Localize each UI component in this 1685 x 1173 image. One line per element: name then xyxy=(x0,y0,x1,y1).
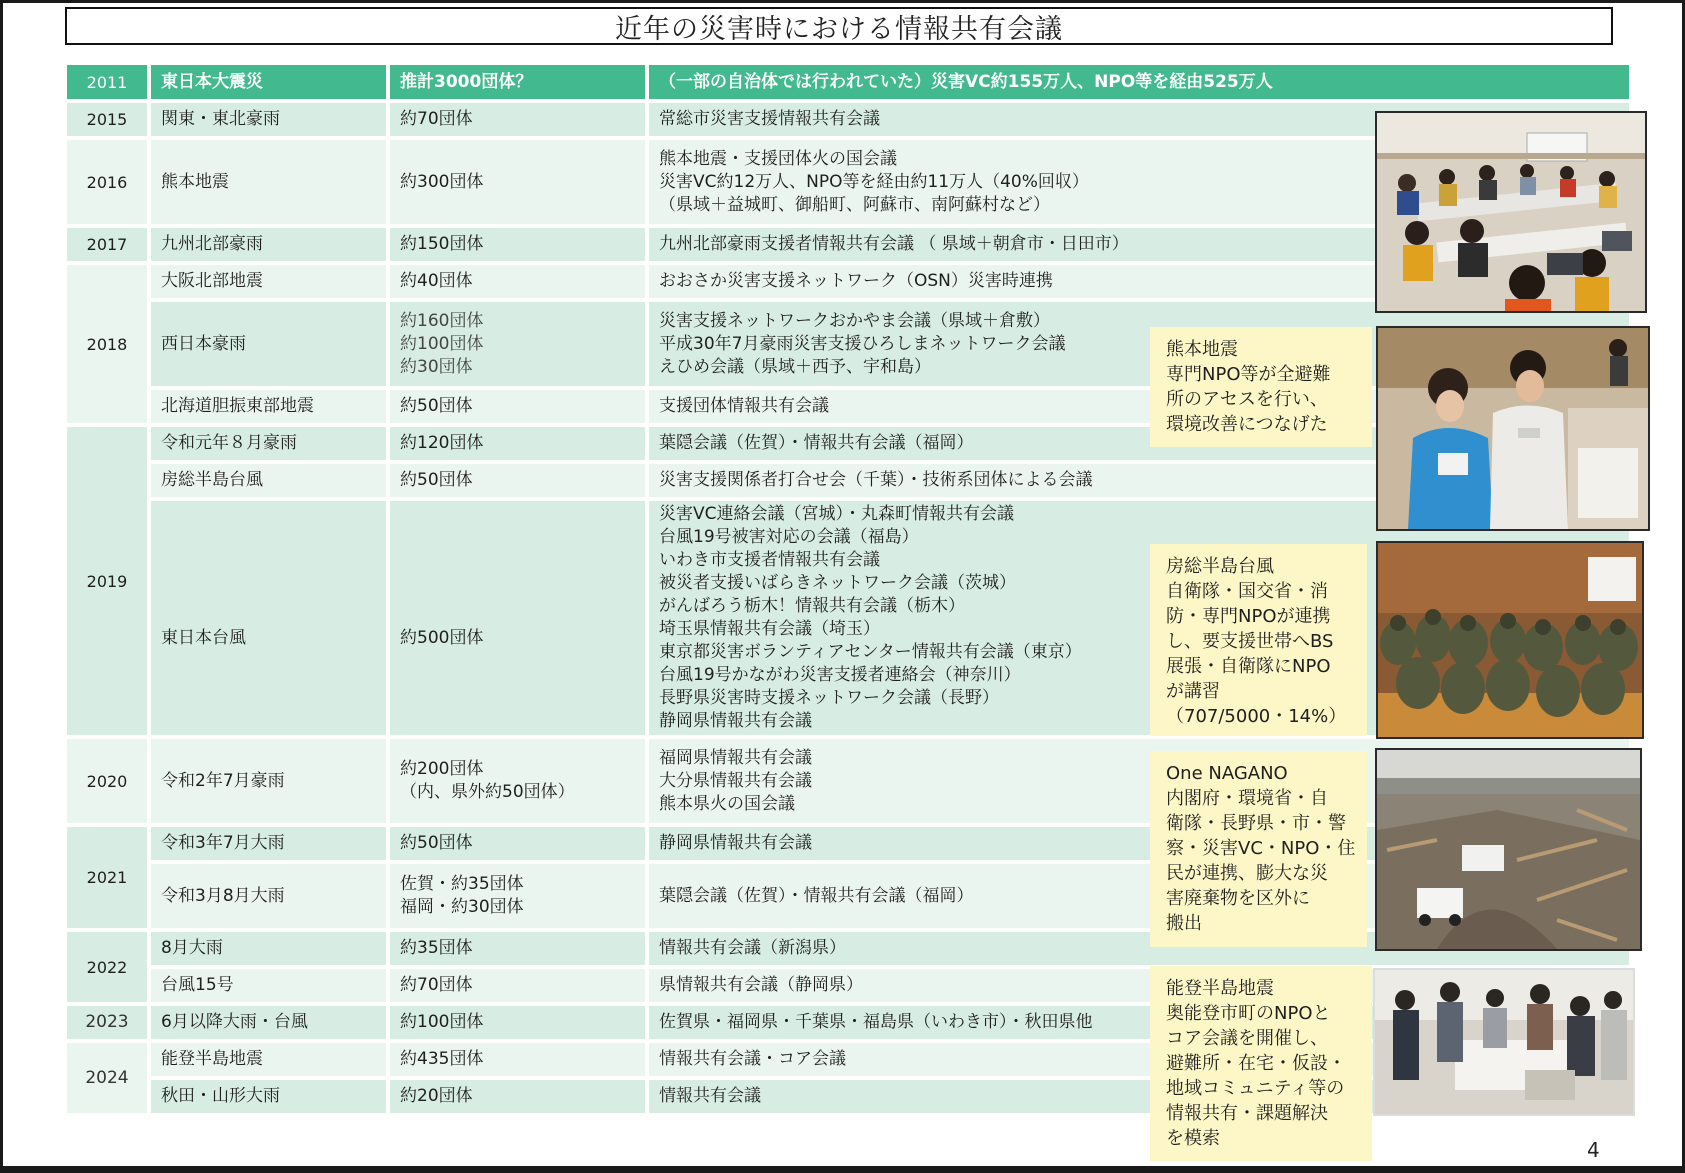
disaster-cell: 6月以降大雨・台風 xyxy=(151,1006,386,1039)
note-line: が講習 xyxy=(1166,681,1220,702)
note-line: 房総半島台風 xyxy=(1166,556,1274,577)
groups-cell: 約70団体 xyxy=(390,969,645,1002)
disaster-cell: 8月大雨 xyxy=(151,932,386,965)
year-cell: 2016 xyxy=(67,140,147,224)
disaster-cell: 九州北部豪雨 xyxy=(151,228,386,261)
nagano-note xyxy=(1150,751,1367,947)
note-line: 展張・自衛隊にNPO xyxy=(1166,656,1331,677)
meetings-cell: 佐賀県・福岡県・千葉県・福島県（いわき市）・秋田県他 xyxy=(649,1006,1629,1039)
meeting-line: 災害VC連絡会議（宮城）・丸森町情報共有会議 xyxy=(659,504,1014,524)
volunteers-photo xyxy=(1376,326,1650,531)
meeting-line: 熊本県火の国会議 xyxy=(659,793,795,814)
disaster-cell: 令和3年7月大雨 xyxy=(151,827,386,860)
meeting-line: 静岡県情報共有会議 xyxy=(659,711,812,731)
meeting-line: 埼玉県情報共有会議（埼玉） xyxy=(659,619,880,639)
groups-line: 約100団体 xyxy=(400,333,484,354)
meeting-line: 台風19号かながわ災害支援者連絡会（神奈川） xyxy=(659,665,1021,685)
note-line: （707/5000・14%） xyxy=(1166,706,1347,727)
meetings-cell: （一部の自治体では行われていた）災害VC約155万人、NPO等を経由525万人 xyxy=(649,65,1629,99)
slide-title: 近年の災害時における情報共有会議 xyxy=(65,7,1613,45)
self-defense-force-photo xyxy=(1376,541,1644,739)
boso-note xyxy=(1150,544,1367,736)
disaster-cell: 令和3月8月大雨 xyxy=(151,864,386,928)
note-line: 所のアセスを行い、 xyxy=(1166,389,1328,410)
meeting-line: 台風19号被害対応の会議（福島） xyxy=(659,527,919,547)
meeting-line: がんばろう栃木！情報共有会議（栃木） xyxy=(659,596,965,616)
meeting-line: 災害VC約12万人、NPO等を経由約11万人（40%回収） xyxy=(659,171,1089,192)
meeting-line: 被災者支援いばらきネットワーク会議（茨城） xyxy=(659,573,1016,593)
groups-cell xyxy=(390,302,645,386)
meetings-cell: 葉隠会議（佐賀）・情報共有会議（福岡） xyxy=(649,864,1629,928)
meetings-cell: 葉隠会議（佐賀）・情報共有会議（福岡） xyxy=(649,427,1629,460)
groups-cell: 約150団体 xyxy=(390,228,645,261)
note-line: 民が連携、膨大な災 xyxy=(1166,863,1328,884)
groups-cell: 約435団体 xyxy=(390,1043,645,1076)
disaster-cell: 房総半島台風 xyxy=(151,464,386,497)
note-line: 害廃棄物を区外に xyxy=(1166,888,1310,909)
note-line: コア会議を開催し、 xyxy=(1166,1028,1328,1049)
disaster-cell: 令和元年８月豪雨 xyxy=(151,427,386,460)
groups-cell: 約120団体 xyxy=(390,427,645,460)
groups-cell: 約50団体 xyxy=(390,464,645,497)
disaster-cell: 秋田・山形大雨 xyxy=(151,1080,386,1113)
note-line: 衛隊・長野県・市・警 xyxy=(1166,813,1346,834)
note-line: One NAGANO xyxy=(1166,763,1288,784)
groups-cell: 約100団体 xyxy=(390,1006,645,1039)
note-line: 地域コミュニティ等の xyxy=(1166,1078,1345,1099)
meeting-line: 大分県情報共有会議 xyxy=(659,770,812,791)
meeting-line: 福岡県情報共有会議 xyxy=(659,747,812,768)
meeting-line: えひめ会議（県域＋西予、宇和島） xyxy=(659,356,931,377)
meeting-line: 平成30年7月豪雨災害支援ひろしまネットワーク会議 xyxy=(659,333,1066,354)
meetings-cell: 情報共有会議・コア会議 xyxy=(649,1043,1629,1076)
meetings-cell: 静岡県情報共有会議 xyxy=(649,827,1629,860)
year-cell: 2023 xyxy=(67,1006,147,1039)
kumamoto-note xyxy=(1150,327,1372,447)
meetings-cell: 支援団体情報共有会議 xyxy=(649,390,1629,423)
groups-cell: 約300団体 xyxy=(390,140,645,224)
note-line: 自衛隊・国交省・消 xyxy=(1166,581,1328,602)
meetings-cell: 県情報共有会議（静岡県） xyxy=(649,969,1629,1002)
meeting-line: （県域＋益城町、御船町、阿蘇市、南阿蘇村など） xyxy=(659,194,1050,215)
note-line: を模索 xyxy=(1166,1128,1220,1149)
note-line: 能登半島地震 xyxy=(1166,978,1274,999)
groups-line: 約160団体 xyxy=(400,310,484,331)
groups-cell: 約40団体 xyxy=(390,265,645,298)
disaster-cell: 令和2年7月豪雨 xyxy=(151,739,386,823)
groups-line: 約200団体 xyxy=(400,759,484,779)
disaster-cell: 東日本台風 xyxy=(151,501,386,735)
meetings-cell: 情報共有会議 xyxy=(649,1080,1629,1113)
note-line: し、要支援世帯へBS xyxy=(1166,631,1334,652)
note-line: 内閣府・環境省・自 xyxy=(1166,788,1328,809)
year-cell: 2018 xyxy=(67,265,147,423)
disaster-cell: 関東・東北豪雨 xyxy=(151,103,386,136)
note-line: 環境改善につなげた xyxy=(1166,414,1328,435)
note-line: 避難所・在宅・仮設・ xyxy=(1166,1053,1346,1074)
groups-line: 約30団体 xyxy=(400,356,473,377)
year-cell: 2024 xyxy=(67,1043,147,1113)
disaster-cell: 北海道胆振東部地震 xyxy=(151,390,386,423)
meeting-line: いわき市支援者情報共有会議 xyxy=(659,550,880,570)
year-cell: 2022 xyxy=(67,932,147,1002)
meetings-cell: 常総市災害支援情報共有会議 xyxy=(649,103,1629,136)
groups-cell: 推計3000団体？ xyxy=(390,65,645,99)
groups-line: 福岡・約30団体 xyxy=(400,897,524,917)
groups-cell: 約50団体 xyxy=(390,390,645,423)
page-number: 4 xyxy=(1587,1138,1600,1162)
year-cell: 2021 xyxy=(67,827,147,928)
groups-cell: 約70団体 xyxy=(390,103,645,136)
note-line: 専門NPO等が全避難 xyxy=(1166,364,1331,385)
year-cell: 2015 xyxy=(67,103,147,136)
meeting-line: 熊本地震・支援団体火の国会議 xyxy=(659,148,897,169)
meetings-cell: 災害支援関係者打合せ会（千葉）・技術系団体による会議 xyxy=(649,464,1629,497)
note-line: 熊本地震 xyxy=(1166,339,1238,360)
meeting-line: 長野県災害時支援ネットワーク会議（長野） xyxy=(659,688,999,708)
note-line: 防・専門NPOが連携 xyxy=(1166,606,1331,627)
slide xyxy=(3,3,1682,1166)
note-line: 奥能登市町のNPOと xyxy=(1166,1003,1331,1024)
groups-line: 佐賀・約35団体 xyxy=(400,874,524,894)
disaster-cell: 西日本豪雨 xyxy=(151,302,386,386)
noto-note xyxy=(1150,966,1372,1161)
note-line: 情報共有・課題解決 xyxy=(1166,1103,1328,1124)
note-line: 察・災害VC・NPO・住 xyxy=(1166,838,1356,859)
disaster-cell: 大阪北部地震 xyxy=(151,265,386,298)
groups-cell xyxy=(390,739,645,823)
noto-meeting-photo xyxy=(1373,968,1635,1116)
disaster-cell: 東日本大震災 xyxy=(151,65,386,99)
groups-line: （内、県外約50団体） xyxy=(400,782,575,802)
year-cell: 2011 xyxy=(67,65,147,99)
disaster-cell: 台風15号 xyxy=(151,969,386,1002)
disaster-debris-photo xyxy=(1375,748,1642,951)
year-cell: 2017 xyxy=(67,228,147,261)
meetings-cell: おおさか災害支援ネットワーク（OSN）災害時連携 xyxy=(649,265,1629,298)
meeting-line: 災害支援ネットワークおかやま会議（県域＋倉敷） xyxy=(659,310,1050,331)
meetings-cell: 情報共有会議（新潟県） xyxy=(649,932,1629,965)
groups-cell: 約35団体 xyxy=(390,932,645,965)
meetings-cell: 九州北部豪雨支援者情報共有会議 （ 県域＋朝倉市・日田市） xyxy=(649,228,1629,261)
note-line: 搬出 xyxy=(1166,913,1202,934)
groups-cell: 約500団体 xyxy=(390,501,645,735)
disaster-cell: 熊本地震 xyxy=(151,140,386,224)
groups-cell: 約50団体 xyxy=(390,827,645,860)
disaster-cell: 能登半島地震 xyxy=(151,1043,386,1076)
meeting-room-photo xyxy=(1375,111,1647,313)
year-cell: 2020 xyxy=(67,739,147,823)
groups-cell xyxy=(390,864,645,928)
meeting-line: 東京都災害ボランティアセンター情報共有会議（東京） xyxy=(659,642,1082,662)
groups-cell: 約20団体 xyxy=(390,1080,645,1113)
year-cell: 2019 xyxy=(67,427,147,735)
